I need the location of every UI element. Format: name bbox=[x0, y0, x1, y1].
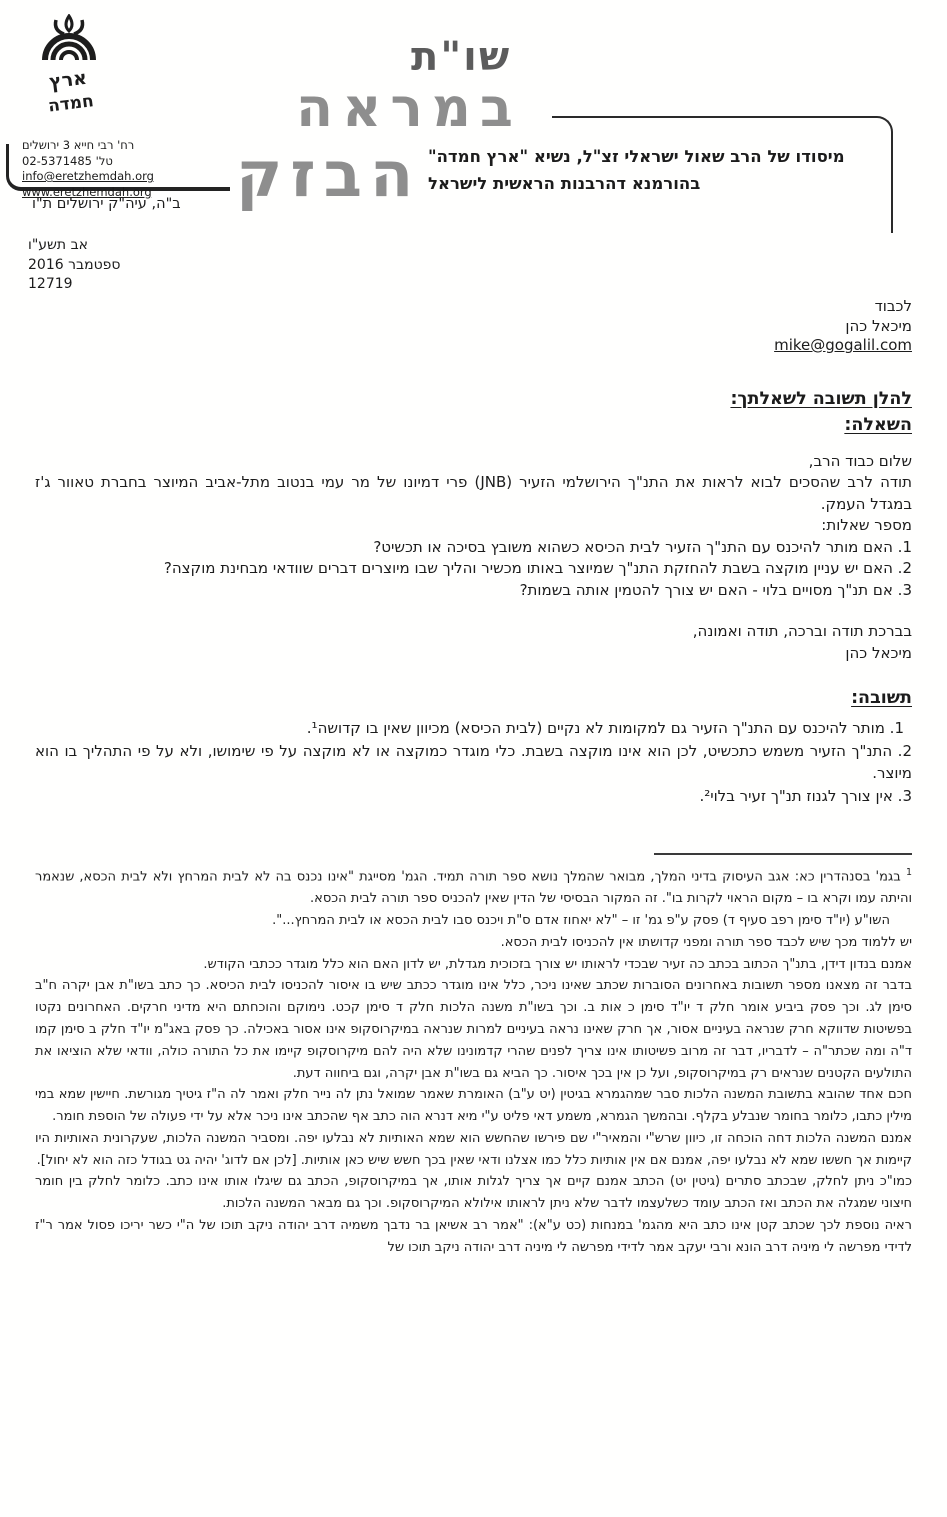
question-item: 1. האם מותר להיכנס עם התנ"ך הזעיר לבית הכיסא כשהוא משובץ בסיכה או תכשיט? bbox=[373, 537, 912, 556]
founder-subtitle-line2: בהורמנא דהרבנות הראשית לישראל bbox=[428, 174, 701, 193]
answer-item: 3. אין צורך לגנוז תנ"ך זעיר בלוי². bbox=[699, 786, 912, 805]
eretz-hemdah-logo bbox=[28, 14, 110, 118]
footnote-paragraph: ראיה נוספת לכך שכתב קטן אינו כתב היא מהגמ' במנחות (כט ע"א): "אמר רב אשיאן בר נדבך משמיה דרב יהודה ניקב תוכו של ה"י כשר יריכו פסול אמר ר"ז לדידי מפרשה לי מיניה דרב הונא ורבי יעקב אמר לדידי מפרשה לי מיניה דרב יהודה ניקב תוכו של bbox=[35, 1218, 912, 1255]
letter-body bbox=[35, 297, 912, 1259]
footnote-paragraph: בדבר זה מצאנו מספר תשובות באחרונים הסוברות שכתב שאינו ניכר, כלל אינו מוגדר ככתב שיש בו איסור להכניסו לבית הכיסא. כך כתב בשו"ת אבן יקרה ח"ב סימן לג. וכך פסק ביביע אומר חלק ד יו"ד סימן כ אות ב. וכך בשו"ת משנה הלכות חלק ד סימן קכט. נימוקם והוכחתם היא מדיני חרקים. האחרונים נקטו בפשיטות שדווקא חרק שנראה בעיניים אסור, אך חרק שאינו נראה בעיניים למרות שנראה במיקרוסקופ אינו אסור באכילה. כך פסק באג"מ יו"ד חלק ב סימן קמו ד"ה ומה שכתר"ה – לדבריו, דבר זה מרוב פשיטותו אינו צריך לפנים שהרי קדמונינו שלא היה להם מיקרוסקופ קיימו את כל התורה כולה, וודאי שלא הוציאו את התולעים הקטנים שנראים רק במיקרוסקופ, ועל כן אין בכך איסור. כך הביא גם בשו"ת אבן יקרה, וגם ביחווה דעת. bbox=[35, 978, 912, 1081]
closing-block bbox=[35, 621, 912, 664]
responsa-title-habazak: הבזק bbox=[236, 138, 422, 211]
responsa-title-shut: שו"ת bbox=[411, 34, 512, 80]
recipient-honorific: לכבוד bbox=[874, 297, 912, 315]
footnote-marker: 1 bbox=[905, 867, 912, 878]
answer-section bbox=[35, 717, 912, 807]
footnote-paragraph: אמנם בנדון דידן, בתנ"ך הכתוב בכתב כה זעיר שבכדי לראותו יש צורך בזכוכית מגדלת, יש לדון האם הוא כלל מוגדר ככתבי הקודש. bbox=[203, 956, 912, 972]
date-block bbox=[28, 236, 121, 295]
gregorian-date: ספטמבר 2016 bbox=[28, 256, 121, 273]
footnote-paragraph: יש ללמוד מכך שיש לכבד ספר תורה ומפני קדושתו אין להכניסו לבית הכסא. bbox=[500, 934, 912, 950]
footnote-separator bbox=[654, 853, 912, 855]
footnotes-section bbox=[35, 862, 912, 1259]
contact-website-link[interactable]: www.eretzhemdah.org bbox=[22, 184, 152, 199]
answer-item: 2. התנ"ך הזעיר משמש כתכשיט, לכן הוא אינו מוקצה בשבת. כלי מוגדר כמוקצה או לא מוקצה על פי שימושו, ולא על פי התהליך בו הוא מיוצר. bbox=[35, 741, 912, 782]
founder-subtitle bbox=[428, 143, 888, 197]
footnote-paragraph: חכם אחד שהובא בתשובת המשנה הלכות סבר שמהגמרא בגיטין (יט ע"ב) האומרת שאמר שמואל נתן לה נייר חלק ואמר לה ה"ז גיטיך מגורשת. חיישין שמא במי מילין כתבו, כלומר בחומר שנבלע בקלף. ובהמשך הגמרא, משמע דאי פליט ע"י מיא דנרא הוה כתב אף שהכתב אינו ניכר אלא על ידי פעולה של הוספת חומר. bbox=[35, 1087, 912, 1125]
founder-subtitle-line1: מיסודו של הרב שאול ישראלי זצ"ל, נשיא "ארץ חמדה" bbox=[428, 147, 845, 166]
closing-signature: מיכאל כהן bbox=[845, 643, 912, 662]
footnote-paragraph: $^1$ בגמ' בסנהדרין כא: אגב העיסוק בדיני המלך, מבואר שהמלך נושא ספר תורה תמיד. הגמ' מסייגת "אינו נכנס בה לא לבית המרחץ ולא לבית הכסא, שנאמר והיתה עמו וקרא בו – מקום הראוי לקרות בו". זה המקור הבסיסי של הדין שאין להכניס ספר תורה לבית הכסא. bbox=[35, 867, 912, 907]
closing-blessing: בברכת תודה וברכה, תודה ואמונה, bbox=[692, 622, 912, 640]
recipient-name: מיכאל כהן bbox=[845, 316, 912, 335]
hebrew-date: אב תשע"ו bbox=[28, 237, 89, 253]
footnote-paragraph: השו"ע (יו"ד סימן רפב סעיף ד) פסק ע"פ גמ' זו – "לא יאחוז אדם ס"ת ויכנס סבו לבית הכסא או לבית המרחץ...". bbox=[272, 912, 890, 928]
contact-email-link[interactable]: info@eretzhemdah.org bbox=[22, 169, 154, 183]
question-item: 2. האם יש עניין מוקצה בשבת להחזקת התנ"ך שמיוצר באותו מכשיר והליך שבו מיוצרים דברים שוודאי מבחינת מוקצה? bbox=[163, 559, 912, 577]
question-heading: השאלה: bbox=[844, 414, 912, 435]
contact-block bbox=[22, 138, 222, 200]
answer-heading: תשובה: bbox=[851, 688, 912, 708]
question-list-label: מספר שאלות: bbox=[821, 516, 912, 534]
responsa-title-bemareh: במראה bbox=[296, 76, 522, 139]
city-blessing-line: ב"ה, עיה"ק ירושלים ת"ו bbox=[32, 196, 181, 212]
recipient-email-link[interactable]: mike@gogalil.com bbox=[774, 336, 912, 354]
logo-text-bottom: חמדה bbox=[47, 91, 95, 117]
question-greeting: שלום כבוד הרב, bbox=[808, 451, 912, 470]
footnote-paragraph: כמו"כ ניתן לחלק, שבכתב סתרים (גיטין יט) הכתב אמנם קיים אך צריך לגלות אותו, אך במיקרוסקופ, הכתב גם שיגלו אותו אינו כתב. כלומר לחלק בין חומר חיצוני שמגלה את הכתב ואז הכתב עומד כשלעצמו לדבר שלא ניתן לראותו אילולא המיקרוסקופ. וכך גם מבאר המשנה הלכות. bbox=[35, 1174, 912, 1212]
section-headings bbox=[35, 386, 912, 438]
reply-intro-heading: להלן תשובה לשאלתך: bbox=[730, 388, 912, 409]
question-item: 3. אם תנ"ך מסויים בלוי - האם יש צורך להטמין אותה בשמות? bbox=[519, 580, 912, 599]
recipient-block bbox=[35, 297, 912, 356]
question-body: תודה לרב שהסכים לבוא לראות את התנ"ך הירושלמי הזעיר (JNB) פרי דמיונו של מר עמי בנטוב מתל-אביב המיוצר בחברת טאוור ג'ז במגדל העמק. bbox=[35, 473, 912, 513]
contact-address: רח' רבי חייא 3 ירושלים bbox=[22, 138, 135, 152]
answer-item: 1. מותר להיכנס עם התנ"ך הזעיר גם למקומות לא נקיים (לבית הכיסא) מכיוון שאין בו קדושה¹. bbox=[306, 719, 904, 737]
logo-text-top: ארץ bbox=[47, 66, 89, 94]
eretz-hemdah-logo-icon bbox=[28, 14, 110, 118]
reference-number: 12719 bbox=[28, 276, 73, 292]
footnote-paragraph: אמנם המשנה הלכות דחה הוכחה זו, כיוון שרש"י והמאיר"י שם פירשו שהחשש הוא שמא האותיות לא נבלעו יפה. ומסביר המשנה הלכות, שעקרונית האותיות היו קיימות אך חששו שמא לא נבלעו יפה, אמנם אם אין אותיות כלל כמו אצלנו ודאי שאין בכך חשש שיש כאן אותיות. [לכן אם לדוג' יהיה גט בגודל כזה הוא לא יחול]. bbox=[35, 1130, 912, 1168]
question-section bbox=[35, 451, 912, 602]
contact-phone: טל' 02-5371485 bbox=[22, 153, 113, 168]
